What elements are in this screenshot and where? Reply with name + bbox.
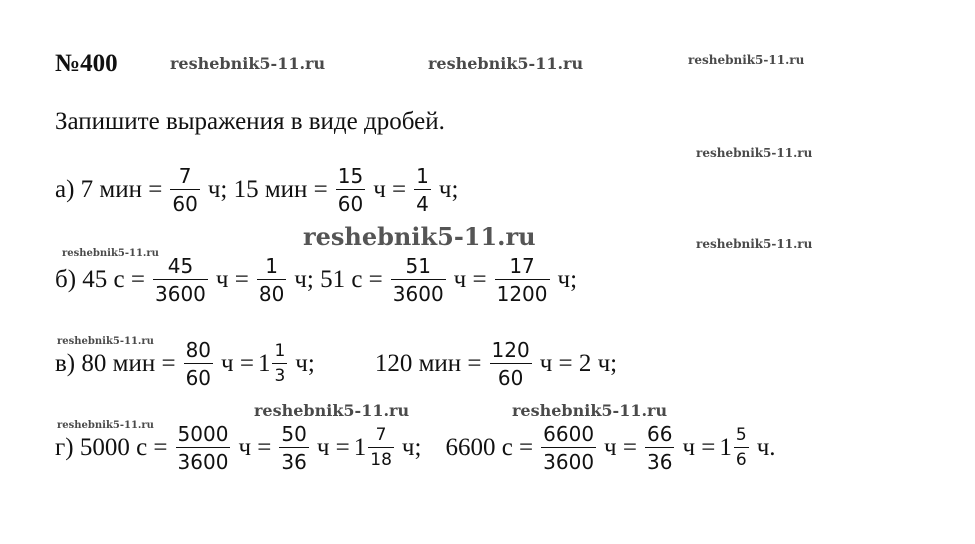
text: 120 мин =	[374, 350, 482, 377]
whole-part: 1	[257, 350, 271, 377]
text: ч =	[238, 434, 272, 461]
denominator: 4	[416, 192, 429, 216]
text: а) 7 мин =	[55, 176, 163, 203]
denominator: 3600	[155, 282, 206, 306]
watermark: reshebnik5-11.ru	[688, 53, 805, 67]
fraction	[170, 166, 199, 214]
numerator: 51	[405, 254, 431, 278]
numerator: 120	[491, 338, 530, 362]
numerator: 80	[185, 338, 212, 362]
numerator: 5	[735, 425, 747, 445]
numerator: 6600	[543, 422, 595, 446]
fraction	[272, 343, 287, 385]
fraction	[257, 256, 286, 304]
numerator: 1	[416, 164, 429, 188]
denominator: 36	[646, 450, 673, 474]
text: ч =	[682, 434, 716, 461]
denominator: 60	[497, 366, 524, 390]
numerator: 66	[646, 422, 673, 446]
watermark: reshebnik5-11.ru	[512, 401, 668, 420]
whole-part: 1	[719, 434, 732, 461]
numerator: 1	[274, 341, 286, 361]
denominator: 3600	[543, 450, 595, 474]
text: ч;	[438, 176, 459, 203]
denominator: 36	[281, 450, 307, 474]
fraction	[414, 166, 431, 214]
denominator: 3600	[392, 282, 444, 306]
numerator: 7	[178, 164, 192, 188]
text: ч =	[604, 434, 637, 461]
text: ч;	[557, 266, 578, 293]
fraction	[153, 256, 208, 304]
fraction	[495, 256, 550, 304]
numerator: 17	[509, 254, 535, 278]
fraction	[184, 340, 213, 388]
line-b	[55, 252, 577, 308]
fraction	[368, 427, 394, 469]
watermark: reshebnik5-11.ru	[696, 146, 813, 160]
mixed-number	[254, 343, 295, 385]
text: ч;	[295, 350, 315, 377]
line-v	[55, 336, 617, 392]
denominator: 3600	[177, 450, 229, 474]
watermark: reshebnik5-11.ru	[303, 222, 536, 251]
text: в) 80 мин =	[55, 350, 176, 377]
fraction	[490, 340, 532, 388]
text: ч =	[221, 350, 254, 377]
text: ч;	[401, 434, 422, 461]
whole-part: 1	[353, 434, 367, 461]
denominator: 18	[370, 450, 392, 470]
watermark: reshebnik5-11.ru	[428, 54, 584, 73]
denominator: 60	[172, 192, 198, 216]
text: г) 5000 с =	[55, 434, 168, 461]
watermark: reshebnik5-11.ru	[696, 237, 813, 251]
numerator: 50	[281, 422, 307, 446]
fraction	[391, 256, 446, 304]
text: ч =	[215, 266, 249, 293]
exercise-prompt: Запишите выражения в виде дробей.	[55, 108, 445, 135]
text: 6600 с =	[445, 434, 534, 461]
denominator: 6	[735, 450, 747, 470]
fraction	[541, 424, 596, 472]
numerator: 7	[375, 425, 387, 445]
watermark: reshebnik5-11.ru	[170, 54, 326, 73]
text: ч =	[373, 176, 407, 203]
text: ч; 15 мин =	[207, 176, 328, 203]
denominator: 60	[337, 192, 364, 216]
text: ч; 51 с =	[294, 266, 383, 293]
numerator: 1	[265, 254, 278, 278]
text: б) 45 с =	[55, 266, 145, 293]
numerator: 45	[167, 254, 194, 278]
watermark: reshebnik5-11.ru	[57, 336, 154, 347]
fraction	[279, 424, 308, 472]
text: ч =	[453, 266, 487, 293]
numerator: 15	[337, 164, 364, 188]
line-g	[55, 420, 776, 476]
denominator: 60	[185, 366, 212, 390]
text: ч = 2 ч;	[539, 350, 618, 377]
denominator: 3	[274, 366, 286, 386]
exercise-number: №400	[55, 50, 118, 77]
text: ч.	[756, 434, 776, 461]
watermark: reshebnik5-11.ru	[57, 420, 154, 431]
line-a	[55, 162, 458, 218]
fraction	[734, 427, 749, 469]
watermark: reshebnik5-11.ru	[62, 248, 159, 259]
fraction	[176, 424, 231, 472]
fraction	[645, 424, 674, 472]
text: ч =	[316, 434, 350, 461]
denominator: 1200	[496, 282, 548, 306]
denominator: 80	[258, 282, 285, 306]
fraction	[336, 166, 365, 214]
mixed-number	[350, 427, 402, 469]
numerator: 5000	[177, 422, 229, 446]
mixed-number	[715, 427, 756, 469]
watermark: reshebnik5-11.ru	[254, 401, 410, 420]
